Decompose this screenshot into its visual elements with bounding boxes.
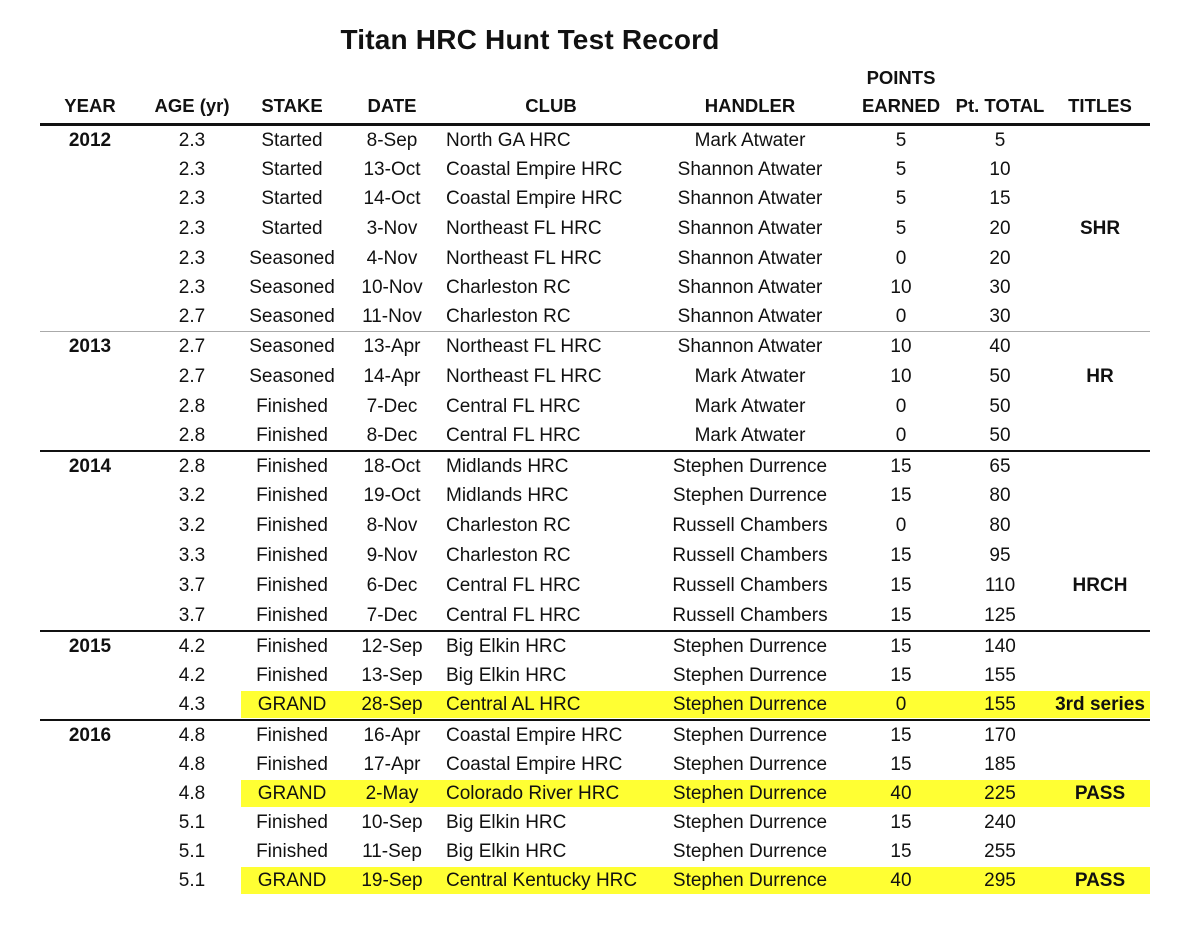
- cell-total: 15: [989, 187, 1011, 209]
- table-row: [40, 750, 1150, 779]
- cell-age: 4.8: [178, 753, 206, 775]
- cell-stake: Seasoned: [249, 276, 335, 298]
- cell-date: 7-Dec: [366, 395, 418, 417]
- cell-year: [40, 155, 140, 184]
- cell-title: [1050, 184, 1150, 213]
- cell-total: 155: [984, 664, 1016, 686]
- cell-title: PASS: [1074, 782, 1126, 804]
- cell-date: 8-Nov: [366, 514, 418, 536]
- cell-stake: Finished: [256, 724, 328, 746]
- cell-age: 4.8: [178, 782, 206, 804]
- cell-handler: Shannon Atwater: [677, 247, 823, 269]
- cell-age: 2.7: [178, 365, 206, 387]
- cell-year: [40, 244, 140, 273]
- cell-club: Big Elkin HRC: [446, 811, 567, 833]
- cell-title: [1050, 452, 1150, 481]
- cell-title: [1050, 302, 1150, 331]
- cell-points: 15: [890, 664, 912, 686]
- cell-title: [1050, 721, 1150, 750]
- cell-points: 15: [890, 753, 912, 775]
- cell-year: [40, 541, 140, 570]
- table-row: [40, 213, 1150, 244]
- cell-stake: Finished: [256, 544, 328, 566]
- cell-club: Central FL HRC: [446, 395, 581, 417]
- cell-club: North GA HRC: [446, 129, 571, 151]
- cell-handler: Stephen Durrence: [672, 455, 828, 477]
- cell-age: 5.1: [178, 811, 206, 833]
- cell-handler: Russell Chambers: [672, 574, 828, 596]
- cell-handler: Stephen Durrence: [672, 664, 828, 686]
- cell-stake: Finished: [256, 604, 328, 626]
- cell-total: 80: [989, 514, 1011, 536]
- table-row: [40, 392, 1150, 421]
- cell-year: [40, 481, 140, 510]
- cell-stake: Seasoned: [249, 365, 335, 387]
- cell-year: [40, 392, 140, 421]
- cell-total: 40: [989, 335, 1011, 357]
- table-row: [40, 721, 1150, 750]
- cell-handler: Stephen Durrence: [672, 869, 828, 891]
- header-titles: TITLES: [1068, 95, 1132, 116]
- cell-date: 14-Apr: [363, 365, 421, 387]
- cell-total: 125: [984, 604, 1016, 626]
- header-points-line2: EARNED: [861, 95, 941, 116]
- cell-year: 2016: [68, 724, 112, 746]
- cell-year: [40, 690, 140, 719]
- table-row: [40, 510, 1150, 541]
- table-header: [40, 62, 1150, 122]
- cell-age: 3.7: [178, 604, 206, 626]
- cell-stake: Finished: [256, 424, 328, 446]
- cell-age: 2.8: [178, 455, 206, 477]
- cell-total: 185: [984, 753, 1016, 775]
- cell-handler: Stephen Durrence: [672, 724, 828, 746]
- cell-handler: Russell Chambers: [672, 544, 828, 566]
- cell-total: 50: [989, 395, 1011, 417]
- cell-year: 2013: [68, 335, 112, 357]
- cell-age: 2.3: [178, 276, 206, 298]
- table-row: [40, 541, 1150, 570]
- cell-age: 3.2: [178, 484, 206, 506]
- cell-year: [40, 808, 140, 837]
- cell-date: 10-Nov: [361, 276, 423, 298]
- cell-stake: Finished: [256, 395, 328, 417]
- cell-handler: Shannon Atwater: [677, 187, 823, 209]
- cell-points: 0: [895, 395, 907, 417]
- cell-title: [1050, 244, 1150, 273]
- cell-date: 28-Sep: [361, 693, 423, 715]
- cell-total: 240: [984, 811, 1016, 833]
- cell-title: [1050, 481, 1150, 510]
- table-row: [40, 779, 1150, 808]
- table-row: [40, 632, 1150, 661]
- cell-title: [1050, 808, 1150, 837]
- cell-stake: GRAND: [257, 869, 327, 891]
- cell-stake: Started: [261, 187, 323, 209]
- cell-club: Northeast FL HRC: [446, 365, 602, 387]
- cell-year: [40, 213, 140, 244]
- cell-handler: Shannon Atwater: [677, 305, 823, 327]
- cell-age: 4.2: [178, 664, 206, 686]
- cell-points: 15: [890, 635, 912, 657]
- cell-total: 170: [984, 724, 1016, 746]
- cell-title: SHR: [1079, 217, 1121, 239]
- cell-points: 15: [890, 604, 912, 626]
- cell-age: 4.2: [178, 635, 206, 657]
- cell-club: Northeast FL HRC: [446, 335, 602, 357]
- cell-date: 11-Nov: [362, 305, 422, 327]
- cell-title: [1050, 601, 1150, 630]
- cell-total: 10: [989, 158, 1011, 180]
- cell-handler: Shannon Atwater: [677, 217, 823, 239]
- cell-year: [40, 184, 140, 213]
- header-total: Pt. TOTAL: [955, 95, 1045, 116]
- cell-date: 2-May: [365, 782, 419, 804]
- cell-date: 13-Oct: [363, 158, 421, 180]
- cell-title: 3rd series: [1055, 693, 1145, 715]
- table-row: [40, 302, 1150, 331]
- cell-stake: GRAND: [257, 782, 327, 804]
- cell-total: 140: [984, 635, 1016, 657]
- cell-handler: Stephen Durrence: [672, 782, 828, 804]
- cell-club: Big Elkin HRC: [446, 840, 567, 862]
- cell-stake: Finished: [256, 455, 328, 477]
- cell-age: 3.2: [178, 514, 206, 536]
- cell-club: Big Elkin HRC: [446, 635, 567, 657]
- cell-handler: Mark Atwater: [694, 129, 806, 151]
- cell-club: Midlands HRC: [446, 455, 569, 477]
- cell-stake: Finished: [256, 753, 328, 775]
- cell-points: 0: [895, 693, 907, 715]
- cell-handler: Stephen Durrence: [672, 693, 828, 715]
- cell-points: 40: [890, 869, 912, 891]
- cell-handler: Stephen Durrence: [672, 811, 828, 833]
- cell-date: 13-Apr: [363, 335, 421, 357]
- cell-handler: Russell Chambers: [672, 604, 828, 626]
- cell-club: Coastal Empire HRC: [446, 158, 623, 180]
- cell-handler: Shannon Atwater: [677, 276, 823, 298]
- cell-year: 2012: [68, 129, 112, 151]
- cell-handler: Stephen Durrence: [672, 840, 828, 862]
- cell-stake: Started: [261, 158, 323, 180]
- header-stake: STAKE: [261, 95, 323, 116]
- cell-total: 30: [989, 276, 1011, 298]
- cell-points: 15: [890, 455, 912, 477]
- cell-club: Central Kentucky HRC: [446, 869, 638, 891]
- cell-club: Northeast FL HRC: [446, 217, 602, 239]
- cell-points: 0: [895, 424, 907, 446]
- cell-club: Midlands HRC: [446, 484, 569, 506]
- cell-stake: Finished: [256, 514, 328, 536]
- cell-stake: Finished: [256, 840, 328, 862]
- cell-date: 19-Oct: [363, 484, 421, 506]
- cell-title: [1050, 332, 1150, 361]
- cell-date: 14-Oct: [363, 187, 421, 209]
- cell-date: 8-Sep: [366, 129, 418, 151]
- cell-points: 5: [895, 129, 907, 151]
- cell-year: [40, 750, 140, 779]
- table-row: [40, 866, 1150, 895]
- cell-club: Charleston RC: [446, 544, 571, 566]
- cell-stake: Finished: [256, 484, 328, 506]
- cell-points: 5: [895, 187, 907, 209]
- table-row: [40, 421, 1150, 450]
- cell-points: 10: [890, 335, 912, 357]
- cell-age: 2.3: [178, 158, 206, 180]
- cell-total: 255: [984, 840, 1016, 862]
- cell-title: [1050, 541, 1150, 570]
- cell-total: 225: [984, 782, 1016, 804]
- cell-club: Coastal Empire HRC: [446, 753, 623, 775]
- cell-total: 80: [989, 484, 1011, 506]
- table-row: [40, 570, 1150, 601]
- cell-club: Big Elkin HRC: [446, 664, 567, 686]
- header-handler: HANDLER: [704, 95, 796, 116]
- cell-date: 10-Sep: [361, 811, 423, 833]
- cell-age: 2.8: [178, 395, 206, 417]
- cell-total: 65: [989, 455, 1011, 477]
- cell-points: 15: [890, 840, 912, 862]
- header-points-line1: POINTS: [866, 67, 936, 88]
- cell-stake: GRAND: [257, 693, 327, 715]
- cell-club: Central FL HRC: [446, 574, 581, 596]
- cell-year: [40, 661, 140, 690]
- cell-handler: Mark Atwater: [694, 395, 806, 417]
- cell-title: [1050, 155, 1150, 184]
- cell-age: 2.3: [178, 129, 206, 151]
- cell-age: 3.3: [178, 544, 206, 566]
- table-row: [40, 690, 1150, 719]
- cell-total: 30: [989, 305, 1011, 327]
- cell-title: [1050, 661, 1150, 690]
- cell-title: [1050, 837, 1150, 866]
- cell-handler: Stephen Durrence: [672, 753, 828, 775]
- header-year: YEAR: [64, 95, 116, 116]
- cell-age: 5.1: [178, 840, 206, 862]
- cell-year: 2014: [68, 455, 112, 477]
- table-row: [40, 481, 1150, 510]
- cell-date: 6-Dec: [366, 574, 418, 596]
- table-row: [40, 126, 1150, 155]
- table-row: [40, 332, 1150, 361]
- cell-points: 15: [890, 544, 912, 566]
- cell-age: 4.8: [178, 724, 206, 746]
- cell-handler: Russell Chambers: [672, 514, 828, 536]
- cell-date: 7-Dec: [366, 604, 418, 626]
- cell-club: Charleston RC: [446, 305, 571, 327]
- cell-age: 2.3: [178, 247, 206, 269]
- cell-title: HR: [1086, 365, 1114, 387]
- cell-date: 17-Apr: [363, 753, 421, 775]
- cell-year: [40, 570, 140, 601]
- table-row: [40, 837, 1150, 866]
- cell-year: [40, 302, 140, 331]
- cell-points: 5: [895, 158, 907, 180]
- cell-title: PASS: [1074, 869, 1126, 891]
- cell-total: 295: [984, 869, 1016, 891]
- record-table-body: [40, 123, 1150, 895]
- cell-points: 0: [895, 305, 907, 327]
- cell-year: [40, 361, 140, 392]
- cell-stake: Seasoned: [249, 305, 335, 327]
- cell-total: 95: [989, 544, 1011, 566]
- cell-club: Central FL HRC: [446, 424, 581, 446]
- cell-date: 12-Sep: [361, 635, 423, 657]
- cell-title: [1050, 273, 1150, 302]
- cell-year: [40, 601, 140, 630]
- cell-age: 4.3: [178, 693, 206, 715]
- cell-club: Central AL HRC: [446, 693, 581, 715]
- table-row: [40, 361, 1150, 392]
- cell-title: [1050, 392, 1150, 421]
- cell-title: [1050, 421, 1150, 450]
- cell-stake: Seasoned: [249, 335, 335, 357]
- cell-title: [1050, 750, 1150, 779]
- table-row: [40, 184, 1150, 213]
- cell-date: 9-Nov: [366, 544, 418, 566]
- cell-year: [40, 779, 140, 808]
- cell-date: 19-Sep: [361, 869, 423, 891]
- cell-year: [40, 510, 140, 541]
- cell-club: Central FL HRC: [446, 604, 581, 626]
- cell-date: 4-Nov: [366, 247, 418, 269]
- cell-points: 10: [890, 276, 912, 298]
- cell-title: [1050, 632, 1150, 661]
- cell-year: [40, 837, 140, 866]
- cell-title: HRCH: [1072, 574, 1128, 596]
- cell-age: 5.1: [178, 869, 206, 891]
- cell-year: 2015: [68, 635, 112, 657]
- cell-total: 155: [984, 693, 1016, 715]
- cell-points: 5: [895, 217, 907, 239]
- cell-points: 15: [890, 484, 912, 506]
- table-row: [40, 155, 1150, 184]
- cell-date: 13-Sep: [361, 664, 423, 686]
- header-club: CLUB: [525, 95, 577, 116]
- cell-date: 18-Oct: [363, 455, 421, 477]
- cell-total: 50: [989, 365, 1011, 387]
- cell-handler: Stephen Durrence: [672, 484, 828, 506]
- cell-age: 2.7: [178, 305, 206, 327]
- cell-club: Colorado River HRC: [446, 782, 620, 804]
- cell-date: 8-Dec: [366, 424, 418, 446]
- cell-points: 15: [890, 811, 912, 833]
- cell-handler: Mark Atwater: [694, 424, 806, 446]
- cell-points: 15: [890, 574, 912, 596]
- table-row: [40, 273, 1150, 302]
- cell-age: 2.8: [178, 424, 206, 446]
- cell-club: Charleston RC: [446, 276, 571, 298]
- cell-stake: Finished: [256, 635, 328, 657]
- cell-stake: Started: [261, 129, 323, 151]
- cell-handler: Stephen Durrence: [672, 635, 828, 657]
- cell-age: 2.3: [178, 187, 206, 209]
- cell-total: 20: [989, 247, 1011, 269]
- cell-club: Northeast FL HRC: [446, 247, 602, 269]
- cell-club: Charleston RC: [446, 514, 571, 536]
- cell-year: [40, 866, 140, 895]
- table-row: [40, 808, 1150, 837]
- table-row: [40, 244, 1150, 273]
- cell-handler: Shannon Atwater: [677, 335, 823, 357]
- cell-total: 50: [989, 424, 1011, 446]
- cell-points: 15: [890, 724, 912, 746]
- cell-title: [1050, 510, 1150, 541]
- cell-date: 16-Apr: [363, 724, 421, 746]
- cell-points: 10: [890, 365, 912, 387]
- cell-title: [1050, 126, 1150, 155]
- cell-date: 3-Nov: [366, 217, 418, 239]
- cell-points: 40: [890, 782, 912, 804]
- cell-points: 0: [895, 247, 907, 269]
- cell-year: [40, 273, 140, 302]
- cell-total: 20: [989, 217, 1011, 239]
- cell-date: 11-Sep: [362, 840, 422, 862]
- cell-club: Coastal Empire HRC: [446, 187, 623, 209]
- table-row: [40, 452, 1150, 481]
- table-row: [40, 601, 1150, 630]
- cell-handler: Shannon Atwater: [677, 158, 823, 180]
- page-title: Titan HRC Hunt Test Record: [340, 24, 720, 55]
- cell-year: [40, 421, 140, 450]
- cell-stake: Finished: [256, 574, 328, 596]
- cell-handler: Mark Atwater: [694, 365, 806, 387]
- cell-stake: Finished: [256, 811, 328, 833]
- cell-club: Coastal Empire HRC: [446, 724, 623, 746]
- cell-age: 2.7: [178, 335, 206, 357]
- table-row: [40, 661, 1150, 690]
- cell-total: 110: [984, 574, 1016, 596]
- header-age: AGE (yr): [154, 95, 230, 116]
- cell-stake: Seasoned: [249, 247, 335, 269]
- cell-stake: Finished: [256, 664, 328, 686]
- cell-points: 0: [895, 514, 907, 536]
- cell-age: 2.3: [178, 217, 206, 239]
- header-points: [860, 64, 942, 120]
- header-date: DATE: [367, 95, 417, 116]
- cell-age: 3.7: [178, 574, 206, 596]
- cell-stake: Started: [261, 217, 323, 239]
- cell-total: 5: [994, 129, 1006, 151]
